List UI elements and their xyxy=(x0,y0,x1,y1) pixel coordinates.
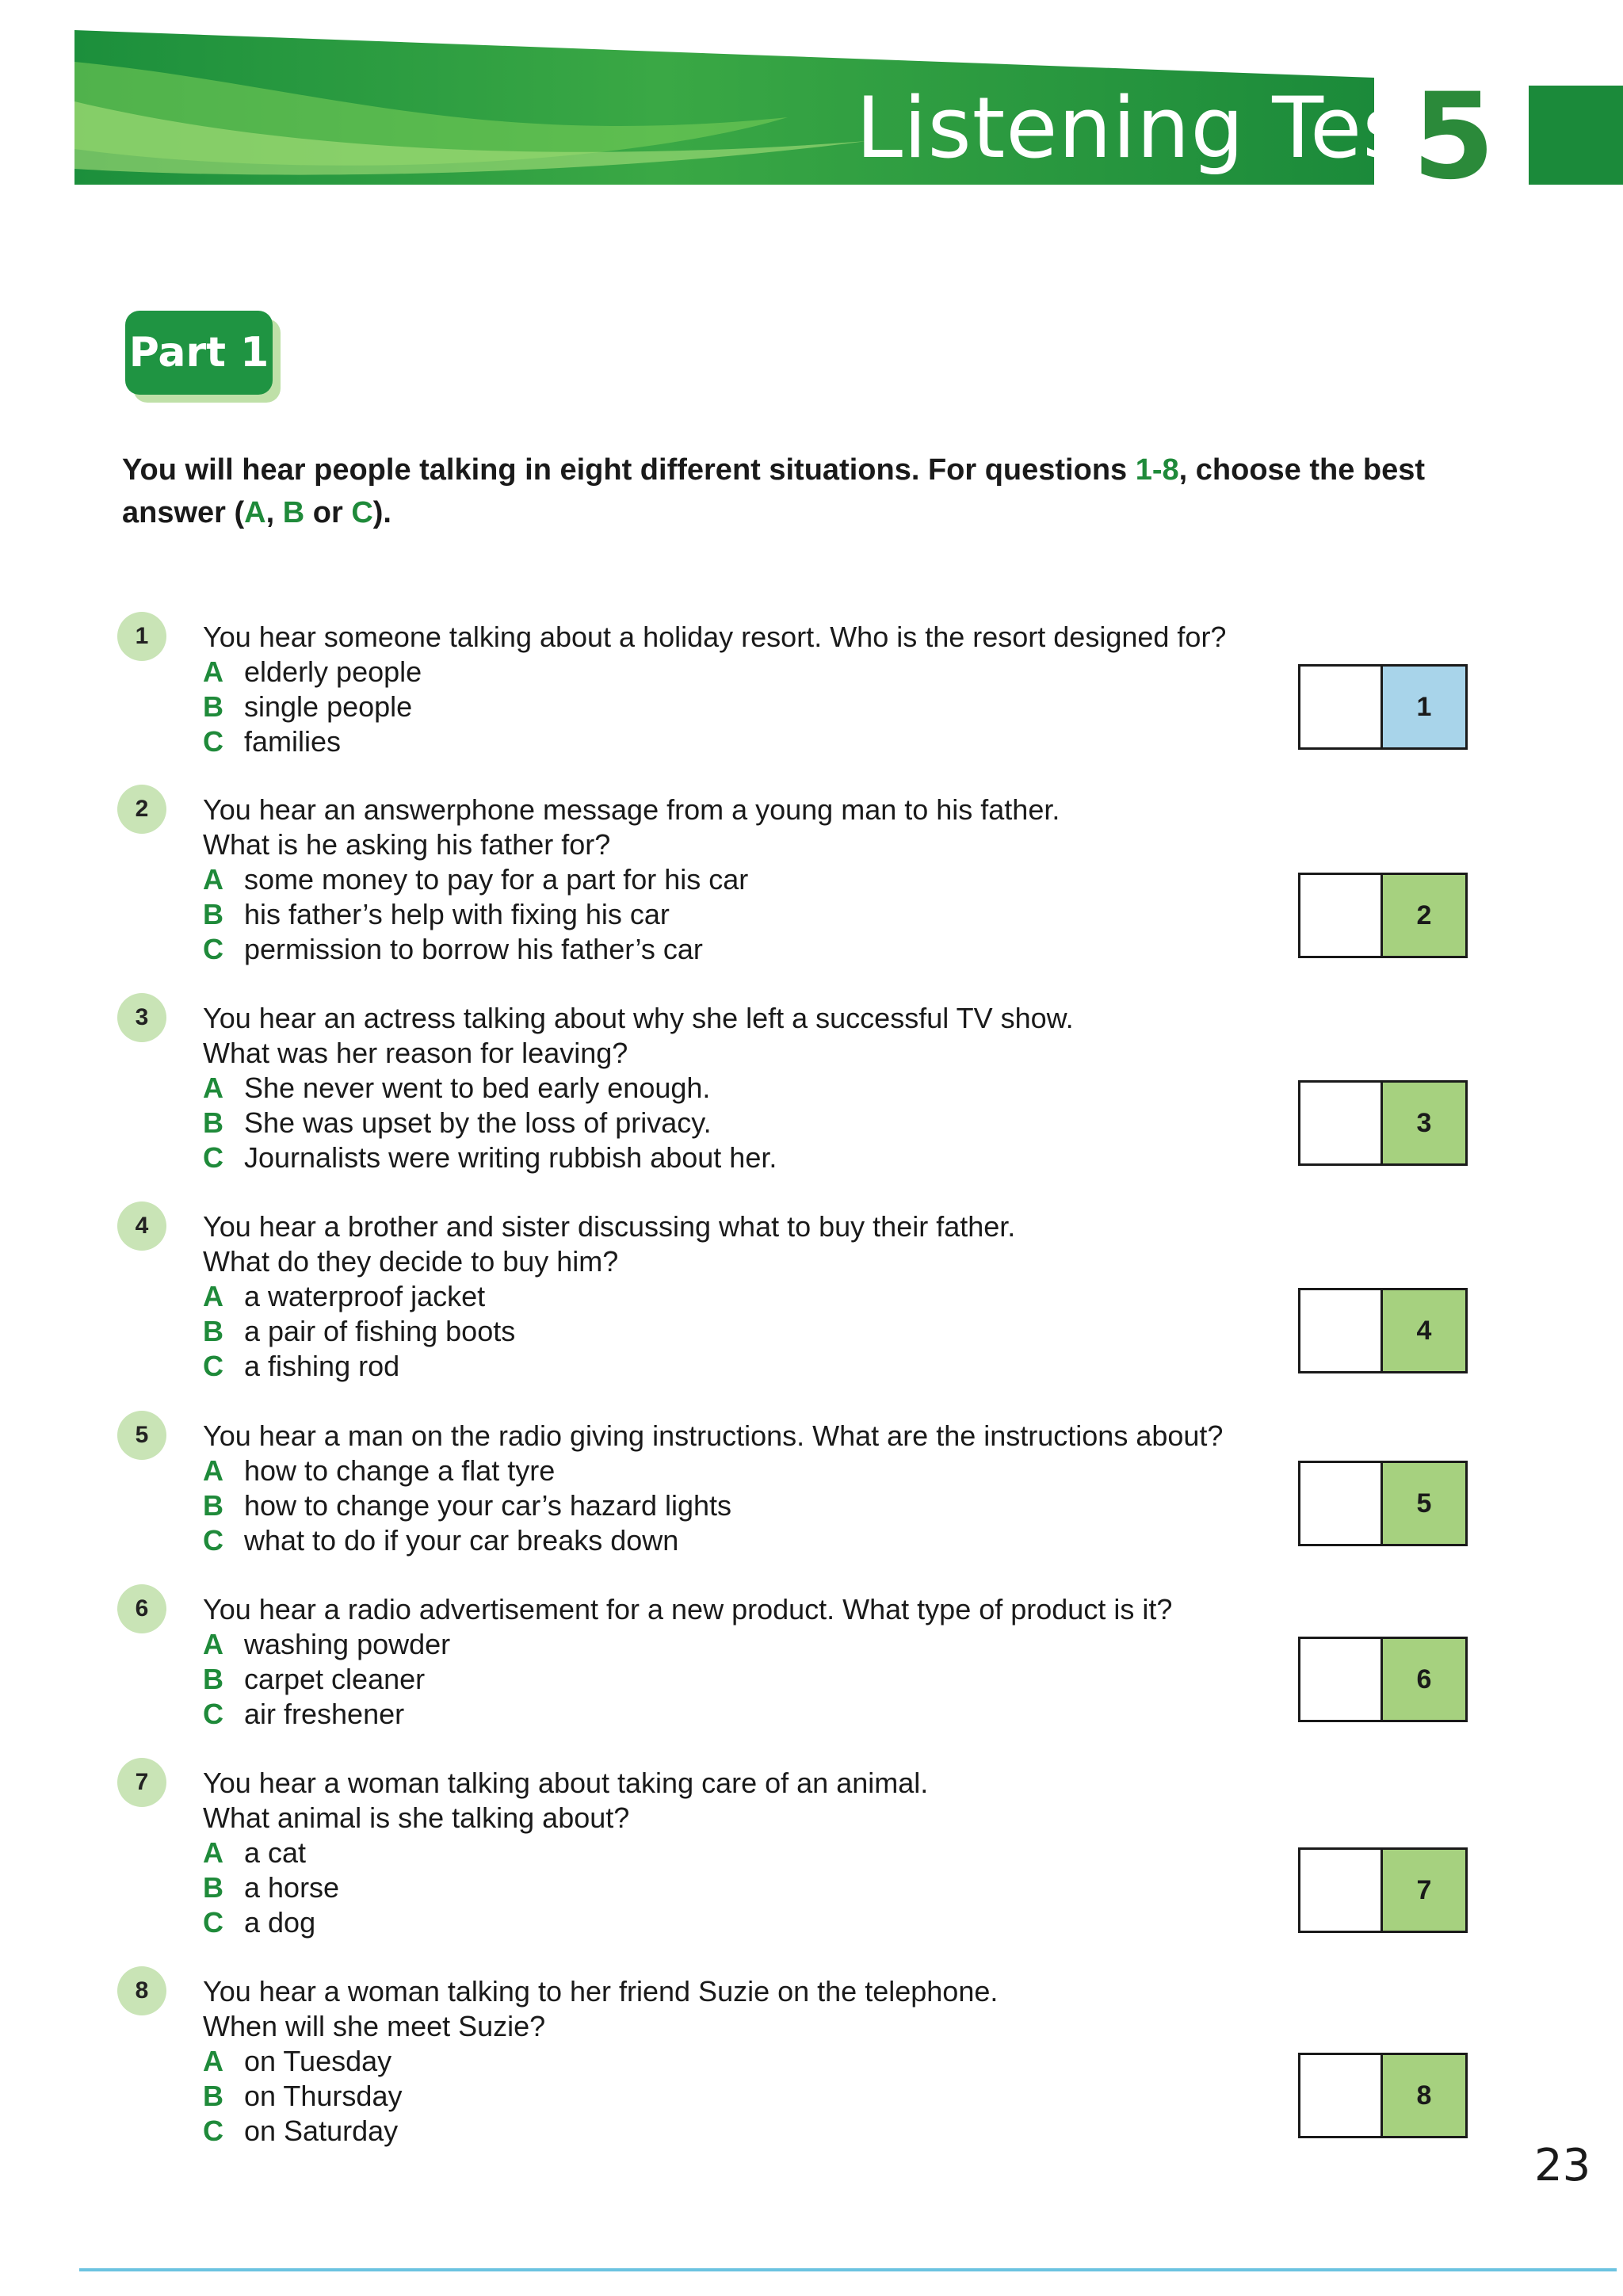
question-text-line: You hear a radio advertisement for a new product. What type of product is it? xyxy=(203,1593,1173,1626)
question-number: 6 xyxy=(117,1584,166,1633)
answer-input[interactable] xyxy=(1300,1083,1383,1163)
option-text: families xyxy=(244,725,342,758)
option-c[interactable] xyxy=(203,1905,339,1940)
question-text-line: What animal is she talking about? xyxy=(203,1801,630,1834)
option-letter: A xyxy=(203,1836,223,1869)
option-letter: C xyxy=(203,2115,223,2147)
option-text: permission to borrow his father’s car xyxy=(244,933,703,965)
answer-box-7 xyxy=(1298,1847,1468,1933)
question-text-line: You hear a brother and sister discussing what to buy their father. xyxy=(203,1210,1016,1243)
option-text: She was upset by the loss of privacy. xyxy=(244,1106,712,1139)
question-text xyxy=(203,1001,1074,1071)
instructions-option-a: A xyxy=(244,496,266,529)
answer-box-number: 2 xyxy=(1383,875,1465,956)
option-letter: A xyxy=(203,1072,223,1104)
answer-box-1 xyxy=(1298,664,1468,750)
instructions-range: 1-8 xyxy=(1135,453,1179,487)
option-letter: A xyxy=(203,655,223,688)
question-number: 3 xyxy=(117,993,166,1042)
option-list xyxy=(203,1627,450,1732)
question-text-line: What was her reason for leaving? xyxy=(203,1037,628,1069)
answer-box-6 xyxy=(1298,1637,1468,1722)
question-number: 5 xyxy=(117,1411,166,1460)
option-text: his father’s help with fixing his car xyxy=(244,898,670,930)
answer-input[interactable] xyxy=(1300,1850,1383,1931)
option-b[interactable] xyxy=(203,1662,450,1697)
option-text: air freshener xyxy=(244,1698,405,1730)
option-letter: B xyxy=(203,690,223,723)
option-a[interactable] xyxy=(203,2044,402,2079)
option-text: elderly people xyxy=(244,655,422,688)
page-number: 23 xyxy=(1534,2140,1591,2191)
option-b[interactable] xyxy=(203,1488,731,1523)
question-text xyxy=(203,1592,1172,1627)
answer-box-number: 4 xyxy=(1383,1290,1465,1371)
option-letter: B xyxy=(203,2080,223,2112)
option-c[interactable] xyxy=(203,932,748,967)
option-b[interactable] xyxy=(203,1314,515,1349)
question-number: 2 xyxy=(117,785,166,834)
answer-box-number: 1 xyxy=(1383,667,1465,747)
instructions-text-1: You will hear people talking in eight different situations. For questions xyxy=(122,453,1136,487)
question-text xyxy=(203,1209,1015,1279)
option-letter: A xyxy=(203,1454,223,1487)
option-text: how to change a flat tyre xyxy=(244,1454,556,1487)
option-a[interactable] xyxy=(203,655,422,690)
question-text xyxy=(203,620,1226,655)
option-list xyxy=(203,1454,731,1558)
answer-box-number: 8 xyxy=(1383,2055,1465,2136)
option-text: Journalists were writing rubbish about her. xyxy=(244,1141,777,1174)
option-b[interactable] xyxy=(203,690,422,724)
test-number: 5 xyxy=(1412,68,1495,206)
option-text: on Tuesday xyxy=(244,2045,392,2077)
question-text xyxy=(203,793,1060,862)
option-list xyxy=(203,655,422,759)
option-c[interactable] xyxy=(203,1523,731,1558)
option-text: a waterproof jacket xyxy=(244,1280,486,1312)
instructions xyxy=(122,449,1469,534)
option-letter: B xyxy=(203,898,223,930)
option-c[interactable] xyxy=(203,1140,777,1175)
answer-box-number: 3 xyxy=(1383,1083,1465,1163)
option-list xyxy=(203,1279,515,1384)
option-text: a horse xyxy=(244,1871,340,1904)
option-c[interactable] xyxy=(203,2114,402,2149)
option-letter: A xyxy=(203,1628,223,1660)
question-text-line: You hear an answerphone message from a young man to his father. xyxy=(203,793,1060,826)
option-text: She never went to bed early enough. xyxy=(244,1072,711,1104)
option-letter: A xyxy=(203,863,223,896)
option-text: a fishing rod xyxy=(244,1350,400,1382)
option-letter: C xyxy=(203,725,223,758)
question-number: 7 xyxy=(117,1758,166,1807)
option-letter: C xyxy=(203,1524,223,1557)
page-title: Listening Test xyxy=(856,79,1442,177)
option-a[interactable] xyxy=(203,1279,515,1314)
option-letter: C xyxy=(203,933,223,965)
question-text-line: When will she meet Suzie? xyxy=(203,2010,546,2042)
option-text: on Saturday xyxy=(244,2115,399,2147)
option-text: how to change your car’s hazard lights xyxy=(244,1489,732,1522)
answer-box-8 xyxy=(1298,2053,1468,2138)
option-a[interactable] xyxy=(203,862,748,897)
answer-box-number: 7 xyxy=(1383,1850,1465,1931)
option-letter: B xyxy=(203,1871,223,1904)
question-text xyxy=(203,1766,928,1836)
answer-box-2 xyxy=(1298,873,1468,958)
option-text: single people xyxy=(244,690,413,723)
answer-input[interactable] xyxy=(1300,1290,1383,1371)
option-letter: C xyxy=(203,1141,223,1174)
option-text: a pair of fishing boots xyxy=(244,1315,516,1347)
instructions-sep-2: or xyxy=(304,496,352,529)
option-text: on Thursday xyxy=(244,2080,403,2112)
answer-input[interactable] xyxy=(1300,1463,1383,1544)
option-a[interactable] xyxy=(203,1071,777,1106)
option-letter: A xyxy=(203,2045,223,2077)
instructions-text-3: ). xyxy=(372,496,391,529)
question-text-line: What do they decide to buy him? xyxy=(203,1245,619,1278)
question-text xyxy=(203,1419,1223,1454)
question-number: 4 xyxy=(117,1201,166,1251)
option-letter: C xyxy=(203,1698,223,1730)
answer-box-4 xyxy=(1298,1288,1468,1373)
answer-box-number: 6 xyxy=(1383,1639,1465,1720)
bottom-rule xyxy=(79,2268,1617,2271)
question-number: 8 xyxy=(117,1966,166,2015)
question-text-line: You hear someone talking about a holiday resort. Who is the resort designed for? xyxy=(203,621,1227,653)
instructions-option-c: C xyxy=(351,496,373,529)
instructions-sep-1: , xyxy=(265,496,283,529)
answer-box-3 xyxy=(1298,1080,1468,1166)
option-text: some money to pay for a part for his car xyxy=(244,863,749,896)
option-b[interactable] xyxy=(203,897,748,932)
question-text-line: You hear a woman talking to her friend Suzie on the telephone. xyxy=(203,1975,999,2008)
part-badge: Part 1 xyxy=(125,311,273,395)
option-letter: C xyxy=(203,1350,223,1382)
question-text xyxy=(203,1974,998,2044)
instructions-text-2: , choose the best answer ( xyxy=(122,453,1426,529)
option-text: a dog xyxy=(244,1906,316,1939)
option-text: washing powder xyxy=(244,1628,451,1660)
option-list xyxy=(203,862,748,967)
option-letter: B xyxy=(203,1106,223,1139)
option-c[interactable] xyxy=(203,724,422,759)
option-b[interactable] xyxy=(203,2079,402,2114)
option-text: what to do if your car breaks down xyxy=(244,1524,679,1557)
option-c[interactable] xyxy=(203,1697,450,1732)
question-number: 1 xyxy=(117,612,166,661)
option-text: carpet cleaner xyxy=(244,1663,426,1695)
option-list xyxy=(203,1836,339,1940)
instructions-option-b: B xyxy=(282,496,305,529)
option-letter: C xyxy=(203,1906,223,1939)
answer-box-5 xyxy=(1298,1461,1468,1546)
answer-input[interactable] xyxy=(1300,667,1383,747)
question-text-line: You hear a woman talking about taking care of an animal. xyxy=(203,1767,929,1799)
option-list xyxy=(203,2044,402,2149)
option-letter: B xyxy=(203,1663,223,1695)
option-b[interactable] xyxy=(203,1870,339,1905)
option-a[interactable] xyxy=(203,1627,450,1662)
answer-input[interactable] xyxy=(1300,2055,1383,2136)
option-a[interactable] xyxy=(203,1454,731,1488)
answer-input[interactable] xyxy=(1300,1639,1383,1720)
option-b[interactable] xyxy=(203,1106,777,1140)
option-a[interactable] xyxy=(203,1836,339,1870)
option-list xyxy=(203,1071,777,1175)
question-text-line: You hear an actress talking about why she left a successful TV show. xyxy=(203,1002,1074,1034)
question-text-line: You hear a man on the radio giving instructions. What are the instructions about? xyxy=(203,1419,1224,1452)
option-letter: B xyxy=(203,1315,223,1347)
option-letter: B xyxy=(203,1489,223,1522)
answer-input[interactable] xyxy=(1300,875,1383,956)
answer-box-number: 5 xyxy=(1383,1463,1465,1544)
option-text: a cat xyxy=(244,1836,307,1869)
option-c[interactable] xyxy=(203,1349,515,1384)
option-letter: A xyxy=(203,1280,223,1312)
question-text-line: What is he asking his father for? xyxy=(203,828,611,861)
